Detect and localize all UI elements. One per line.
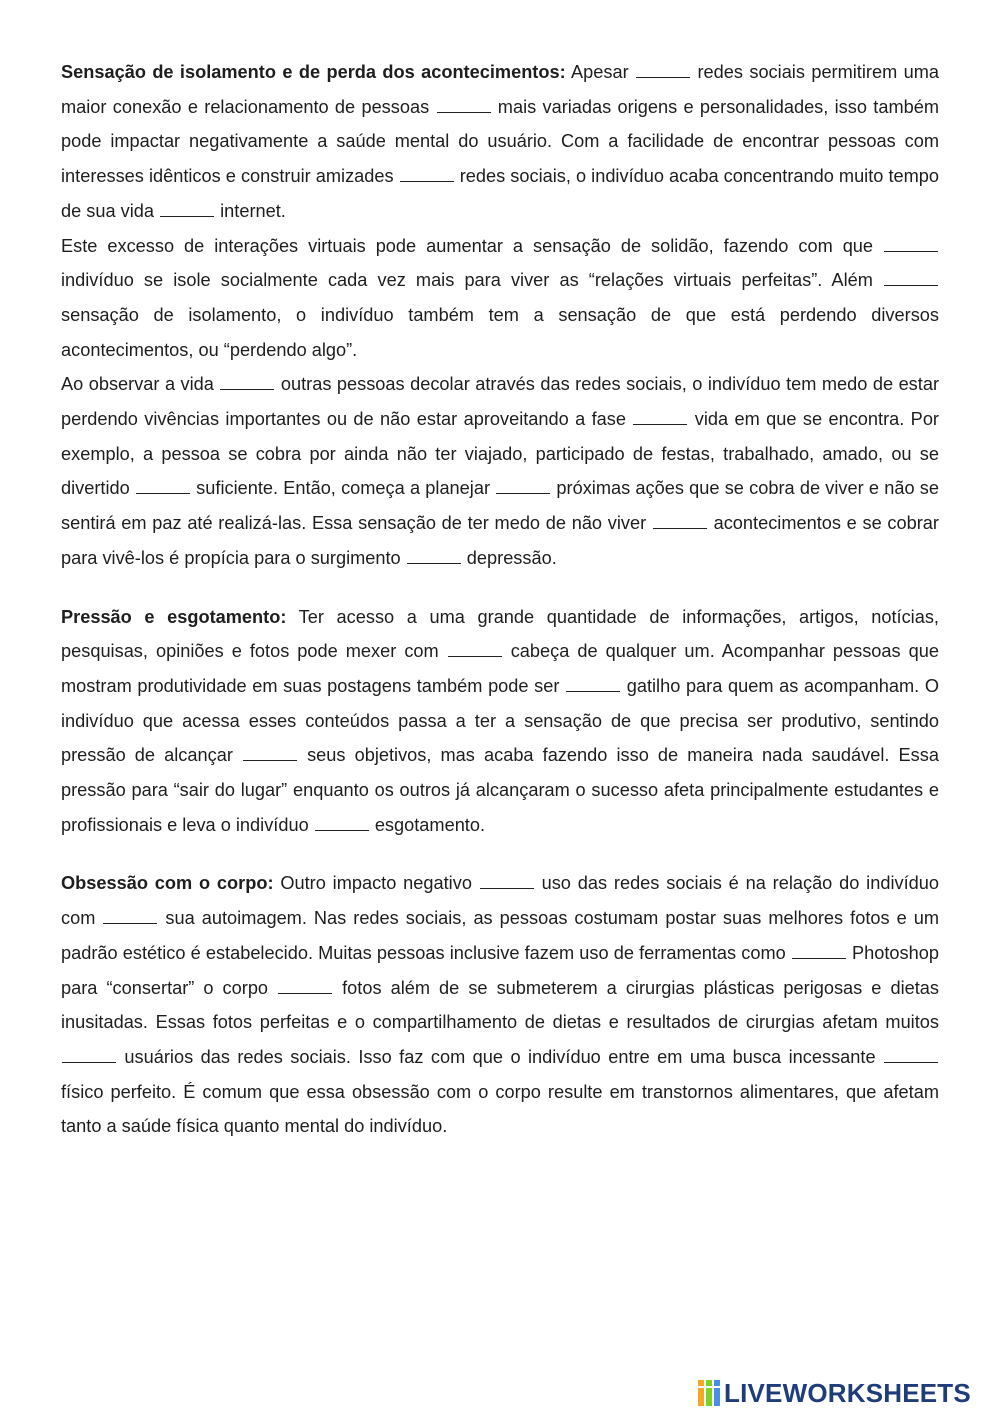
text-segment: Este excesso de interações virtuais pode aumentar a sensação de solidão, fazendo com que — [61, 235, 883, 256]
text-segment: físico perfeito. É comum que essa obsessão com o corpo resulte em transtornos alimentares, que afetam tanto a saúde física quanto mental do indivíduo. — [61, 1081, 939, 1137]
fill-blank-12[interactable] — [407, 543, 461, 564]
text-segment: redes sociais, o indivíduo acaba concentrando muito tempo de sua vida — [61, 166, 939, 221]
fill-blank-5[interactable] — [884, 231, 938, 252]
heading-pressao: Pressão e esgotamento: — [61, 606, 287, 627]
fill-blank-10[interactable] — [496, 473, 550, 494]
text-segment: Apesar — [565, 62, 636, 82]
worksheet-text — [61, 55, 939, 1144]
fill-blank-4[interactable] — [160, 196, 214, 217]
text-segment: depressão. — [461, 547, 557, 568]
paragraph-vida-alheia — [61, 367, 939, 575]
heading-isolamento: Sensação de isolamento e de perda dos acontecimentos: — [61, 62, 566, 82]
text-segment: suficiente. Então, começa a planejar — [190, 478, 496, 499]
paragraph-solidao — [61, 229, 939, 368]
text-segment: internet. — [215, 200, 286, 221]
text-segment: mais variadas origens e personalidades, isso também pode impactar negativamente a saúde mental do usuário. Com a facilidade de encontrar pessoas com interesses idênticos e construir amizades — [61, 96, 939, 187]
text-segment: Ao observar a vida — [61, 374, 220, 395]
text-segment: vida em que se encontra. Por exemplo, a pessoa se cobra por ainda não ter viajado, participado de festas, trabalhado, amado, ou se divertido — [61, 409, 939, 499]
text-segment: Photoshop para “consertar” o corpo — [61, 942, 939, 998]
text-segment: seus objetivos, mas acaba fazendo isso de maneira nada saudável. Essa pressão para “sair do lugar” enquanto os outros já alcançaram o sucesso afeta principalmente estudantes e profissionais e leva o indivíduo — [61, 745, 939, 835]
fill-blank-16[interactable] — [315, 810, 369, 831]
fill-blank-13[interactable] — [448, 636, 502, 657]
text-segment: próximas ações que se cobra de viver e não se sentirá em paz até realizá-las. Essa sensação de ter medo de não viver — [61, 478, 939, 534]
fill-blank-17[interactable] — [480, 868, 534, 889]
text-segment: Ter acesso a uma grande quantidade de informações, artigos, notícias, pesquisas, opiniões e fotos pode mexer com — [61, 606, 939, 662]
text-segment: redes sociais permitirem uma maior conexão e relacionamento de pessoas — [61, 62, 939, 117]
fill-blank-7[interactable] — [220, 369, 274, 390]
paragraph-isolamento — [61, 55, 939, 229]
fill-blank-18[interactable] — [103, 903, 157, 924]
fill-blank-20[interactable] — [278, 973, 332, 994]
logo-text: LIVEWORKSHEETS — [724, 1378, 971, 1408]
fill-blank-11[interactable] — [653, 508, 707, 529]
liveworksheets-logo[interactable] — [698, 1380, 971, 1406]
text-segment: esgotamento. — [369, 814, 486, 835]
text-segment: sua autoimagem. Nas redes sociais, as pessoas costumam postar suas melhores fotos e um padrão estético é estabelecido. Muitas pessoas inclusive fazem uso de ferramentas como — [61, 908, 939, 963]
text-segment: cabeça de qualquer um. Acompanhar pessoas que mostram produtividade em suas postagens também pode ser — [61, 641, 939, 696]
text-segment: acontecimentos e se cobrar para vivê-los é propícia para o surgimento — [61, 513, 939, 568]
text-segment: uso das redes sociais é na relação do indivíduo com — [61, 873, 939, 929]
fill-blank-2[interactable] — [437, 92, 491, 113]
text-segment: outras pessoas decolar através das redes sociais, o indivíduo tem medo de estar perdendo vivências importantes ou de não estar aproveitando a fase — [61, 374, 939, 430]
fill-blank-19[interactable] — [792, 938, 846, 959]
text-segment: sensação de isolamento, o indivíduo também tem a sensação de que está perdendo diversos acontecimentos, ou “perdendo algo”. — [61, 304, 939, 360]
text-segment: fotos além de se submeterem a cirurgias plásticas perigosas e dietas inusitadas. Essas fotos perfeitas e o compartilhamento de dietas e resultados de cirurgias afetam muitos — [61, 977, 939, 1033]
heading-obsessao: Obsessão com o corpo: — [61, 873, 274, 894]
text-segment: usuários das redes sociais. Isso faz com que o indivíduo entre em uma busca incessante — [117, 1046, 883, 1067]
liveworksheets-logo-icon — [698, 1380, 720, 1406]
text-segment: gatilho para quem as acompanham. O indivíduo que acessa esses conteúdos passa a ter a sensação de que precisa ser produtivo, sentindo pressão de alcançar — [61, 675, 939, 766]
text-segment: Outro impacto negativo — [273, 873, 479, 894]
fill-blank-14[interactable] — [566, 671, 620, 692]
fill-blank-22[interactable] — [884, 1042, 938, 1063]
fill-blank-3[interactable] — [400, 161, 454, 182]
fill-blank-21[interactable] — [62, 1042, 116, 1063]
text-segment: indivíduo se isole socialmente cada vez mais para viver as “relações virtuais perfeitas”. Além — [61, 270, 883, 291]
fill-blank-9[interactable] — [136, 473, 190, 494]
paragraph-obsessao — [61, 866, 939, 1144]
fill-blank-6[interactable] — [884, 265, 938, 286]
fill-blank-8[interactable] — [633, 404, 687, 425]
fill-blank-1[interactable] — [636, 57, 690, 78]
fill-blank-15[interactable] — [243, 740, 297, 761]
paragraph-pressao — [61, 600, 939, 843]
